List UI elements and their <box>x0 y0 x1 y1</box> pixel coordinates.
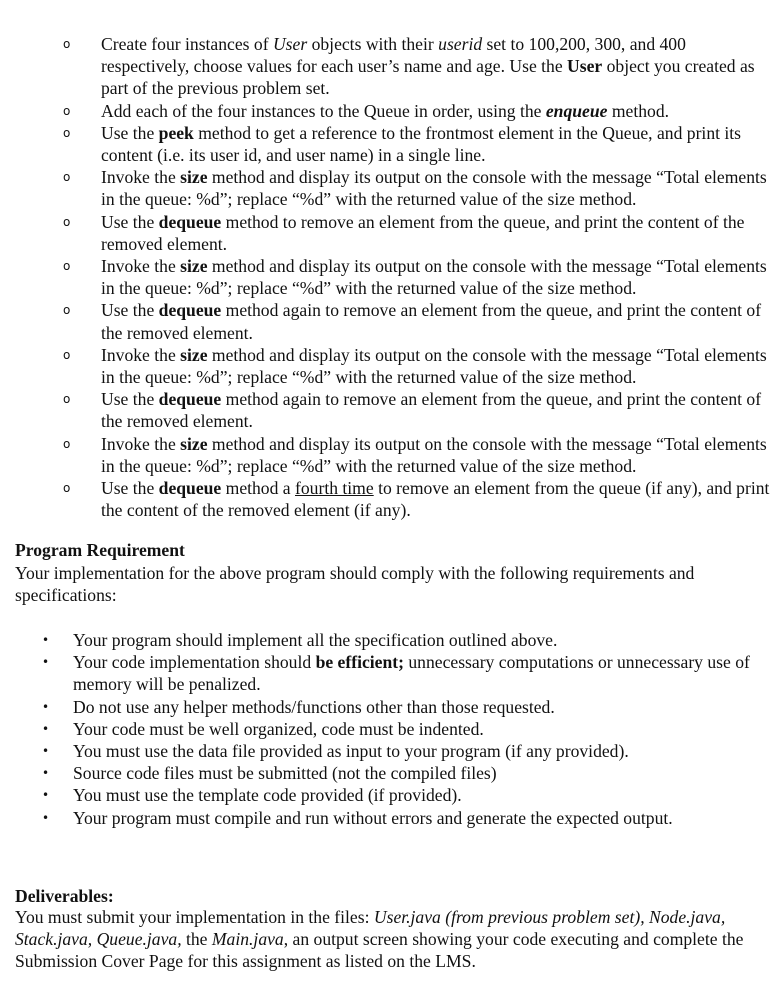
text-run: to remove an element from the queue (if any), and print the content of the removed element (if any). <box>101 478 770 521</box>
text-run: dequeue <box>158 300 222 321</box>
bullet-icon: • <box>42 655 50 670</box>
text-run: size <box>180 167 208 188</box>
text-run: User.java (from previous problem set), Node.java, Stack.java, Queue.java, <box>15 907 726 950</box>
program-requirement-heading: Program Requirement <box>15 540 185 560</box>
requirement-item <box>0 784 782 806</box>
text-run: Invoke the <box>101 433 181 454</box>
program-step-item <box>0 166 782 210</box>
text-run: Invoke the <box>101 167 181 188</box>
text-run: size <box>180 256 208 277</box>
program-step-item <box>0 344 782 388</box>
text-run: Invoke the <box>101 344 181 365</box>
hollow-bullet-icon: o <box>63 214 71 229</box>
bullet-icon: • <box>42 810 50 825</box>
text-run: method again to remove an element from the queue, and print the content of the removed element. <box>101 300 762 343</box>
hollow-bullet-icon: o <box>63 170 71 185</box>
program-step-item <box>0 211 782 255</box>
text-run: method. <box>607 100 670 121</box>
text-run: User <box>567 56 603 77</box>
text-run: enqueue <box>545 100 608 121</box>
text-run: size <box>180 433 208 454</box>
text-run: Use the <box>101 478 159 499</box>
text-run: dequeue <box>158 478 222 499</box>
text-run: dequeue <box>158 389 222 410</box>
hollow-bullet-icon: o <box>63 347 71 362</box>
requirement-item <box>0 762 782 784</box>
bullet-icon: • <box>42 699 50 714</box>
requirement-item <box>0 651 782 695</box>
program-step-item <box>0 433 782 477</box>
text-run: Source code files must be submitted (not the compiled files) <box>73 763 497 784</box>
program-step-item <box>0 255 782 299</box>
text-run: method and display its output on the console with the message “Total elements in the queue: %d”; replace “%d” with the returned value of the size method. <box>101 433 767 476</box>
text-run: set to 100,200, 300, and 400 respectively, choose values for each user’s name and age. Use the <box>101 34 686 77</box>
deliverables-text <box>15 906 775 973</box>
text-run: method and display its output on the console with the message “Total elements in the queue: %d”; replace “%d” with the returned value of the size method. <box>101 344 767 388</box>
hollow-bullet-icon: o <box>63 392 71 407</box>
text-run: Invoke the <box>101 256 181 277</box>
text-run: the <box>181 929 212 950</box>
text-run: , an output screen showing your code executing and complete the Submission Cover Page for this assignment as listed on the LMS. <box>15 929 744 972</box>
program-step-item <box>0 477 782 521</box>
hollow-bullet-icon: o <box>63 436 71 451</box>
bullet-icon: • <box>42 788 50 803</box>
text-run: unnecessary computations or unnecessary use of memory will be penalized. <box>73 652 750 695</box>
bullet-icon: • <box>42 744 50 759</box>
hollow-bullet-icon: o <box>63 481 71 496</box>
text-run: method again to remove an element from the queue, and print the content of the removed element. <box>101 389 762 432</box>
text-run: size <box>180 344 208 365</box>
text-run: fourth time <box>295 478 374 499</box>
text-run: method a <box>221 478 296 499</box>
program-step-item <box>0 388 782 432</box>
program-step-item <box>0 100 782 122</box>
text-run: method to remove an element from the queue, and print the content of the removed element. <box>101 211 745 254</box>
hollow-bullet-icon: o <box>63 37 71 51</box>
hollow-bullet-icon: o <box>63 303 71 318</box>
text-run: User <box>272 34 308 54</box>
program-step-item <box>0 122 782 166</box>
program-requirement-intro: Your implementation for the above program should comply with the following requirements and specifications: <box>15 563 695 606</box>
bullet-icon: • <box>42 633 50 647</box>
text-run: You must use the template code provided (if provided). <box>73 785 462 806</box>
requirement-item <box>0 718 782 740</box>
program-step-item <box>0 33 782 100</box>
hollow-bullet-icon: o <box>63 259 71 274</box>
requirement-item <box>0 740 782 762</box>
text-run: Use the <box>101 300 159 321</box>
deliverables-heading: Deliverables: <box>15 886 114 906</box>
hollow-bullet-icon: o <box>63 125 71 140</box>
program-step-item <box>0 299 782 343</box>
text-run: method and display its output on the console with the message “Total elements in the queue: %d”; replace “%d” with the returned value of the size method. <box>101 256 767 299</box>
requirements-list <box>0 629 782 829</box>
text-run: Main.java <box>211 929 284 950</box>
text-run: method and display its output on the console with the message “Total elements in the queue: %d”; replace “%d” with the returned value of the size method. <box>101 167 767 210</box>
text-run: Create four instances of <box>101 34 273 54</box>
text-run: Add each of the four instances to the Queue in order, using the <box>101 100 546 121</box>
text-run: You must use the data file provided as input to your program (if any provided). <box>73 741 629 762</box>
text-run: Use the <box>101 211 159 232</box>
hollow-bullet-icon: o <box>63 103 71 118</box>
text-run: object you created as part of the previous problem set. <box>101 56 755 99</box>
text-run: Your code must be well organized, code must be indented. <box>73 718 484 739</box>
text-run: You must submit your implementation in the files: <box>15 907 374 927</box>
text-run: be efficient; <box>315 652 404 673</box>
text-run: method to get a reference to the frontmost element in the Queue, and print its content (i.e. its user id, and user name) in a single line. <box>101 122 742 166</box>
text-run: Use the <box>101 389 159 410</box>
requirement-item <box>0 807 782 829</box>
program-steps-list <box>0 33 782 521</box>
bullet-icon: • <box>42 721 50 736</box>
requirement-item <box>0 696 782 718</box>
text-run: dequeue <box>158 211 222 232</box>
text-run: Your program must compile and run without errors and generate the expected output. <box>73 807 673 828</box>
text-run: userid <box>438 34 483 54</box>
requirement-item <box>0 629 782 651</box>
text-run: Use the <box>101 122 159 143</box>
text-run: Your program should implement all the specification outlined above. <box>73 630 558 650</box>
text-run: objects with their <box>307 34 439 54</box>
text-run: Do not use any helper methods/functions other than those requested. <box>73 696 555 717</box>
text-run: peek <box>158 122 194 143</box>
bullet-icon: • <box>42 766 50 781</box>
text-run: Your code implementation should <box>73 652 316 673</box>
